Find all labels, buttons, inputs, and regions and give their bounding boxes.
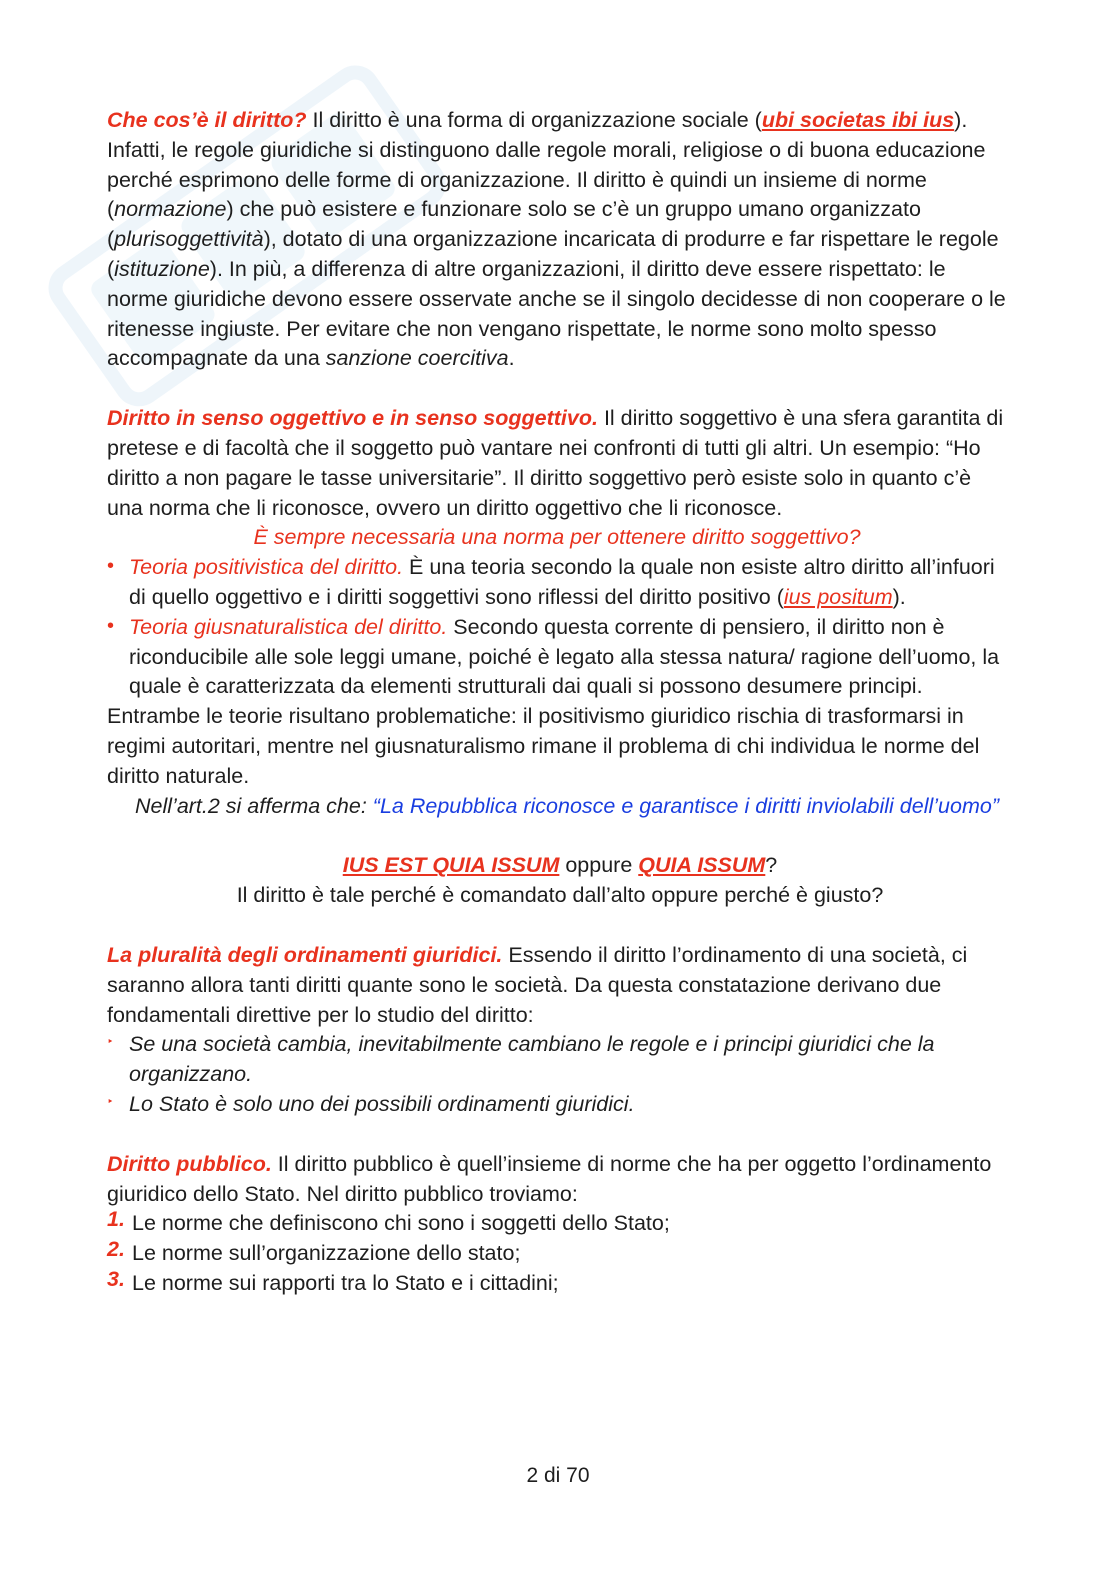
section-plurality: La pluralità degli ordinamenti giuridici. Essendo il diritto l’ordinamento di una società, ci saranno allora tanti diritti quante sono le società. Da questa constatazione derivano due fondamentali direttive per lo studio del diritto: [107,942,968,1027]
triangle-bullet-icon: ‣ [107,1095,114,1108]
term: sanzione coercitiva [325,346,509,371]
section-what-is-law: Che cos’è il diritto? Il diritto è una forma di organizzazione sociale (ubi societas ibi ius). Infatti, le regole giuridiche si distinguono dalle regole morali, religiose o di buona educazione perché esprimono delle forme di organizzazione. Il diritto è quindi un insieme di norme (normazione) che può esistere e funzionare solo se c’è un gruppo umano organizzato (plurisoggettività), dotato di una organizzazione incaricata di produrre e far rispettare le regole (istituzione). In più, a differenza di altre organizzazioni, il diritto deve essere rispettato: le norme giuridiche devono essere osservate anche se il singolo decidesse di non cooperare o le ritenesse ingiuste. Per evitare che non vengano rispettate, le norme sono molto spesso accompagnate da una sanzione coercitiva. [107,108,1006,371]
bullet-icon: • [107,614,115,637]
list-item: • Teoria giusnaturalistica del diritto. Secondo questa corrente di pensiero, il diritto non è riconducibile alle sole leggi umane, poiché è legato alla stessa natura/ ragione dell’uomo, la quale è caratterizzata da elementi strutturali dai quali si possono desumere principi. [107,614,1000,699]
section-heading: Che cos’è il diritto? [107,108,307,132]
bullet-icon: • [107,555,115,578]
section-heading: La pluralità degli ordinamenti giuridici. [107,942,503,967]
list-item: ‣ Lo Stato è solo uno dei possibili ordinamenti giuridici. [107,1090,1007,1120]
latin-question: IUS EST QUIA ISSUM oppure QUIA ISSUM? [342,853,778,878]
term: plurisoggettività [114,227,264,252]
latin-phrase: ubi societas ibi ius [761,108,955,132]
term: normazione [114,197,227,222]
section-objective-subjective: Diritto in senso oggettivo e in senso soggettivo. Il diritto soggettivo è una sfera garantita di pretese e di facoltà che il soggetto può vantare nei confronti di tutti gli altri. Un esempio: “Ho diritto a non pagare le tasse universitarie”. Il diritto soggettivo però esiste solo in quanto c’è una norma che li riconosce, ovvero un diritto oggettivo che li riconosce. [107,406,1004,520]
term: istituzione [114,256,210,281]
list-item: • Teoria positivistica del diritto. È una teoria secondo la quale non esiste altro diritto all’infuori di quello oggettivo e i diritti soggettivi sono riflessi del diritto positivo (ius positum). [107,555,995,609]
article-quote: Nell’art.2 si afferma che: “La Repubblica riconosce e garantisce i diritti inviolabili dell’uomo” [135,793,999,818]
list-item: 1. Le norme che definiscono chi sono i soggetti dello Stato; [107,1207,670,1236]
document-page [107,106,1007,1299]
page-number: 2 di 70 [526,1464,590,1487]
section-question: È sempre necessaria una norma per ottenere diritto soggettivo? [253,525,861,550]
paragraph: Il diritto è tale perché è comandato dall’alto oppure perché è giusto? [236,883,884,908]
paragraph: Entrambe le teorie risultano problematiche: il positivismo giuridico rischia di trasformarsi in regimi autoritari, mentre nel giusnaturalismo rimane il problema di chi individua le norme del diritto naturale. [107,704,980,788]
triangle-bullet-icon: ‣ [107,1036,114,1049]
list-number: 2. [107,1237,125,1262]
list-item: ‣ Se una società cambia, inevitabilmente cambiano le regole e i principi giuridici che la organizzano. [107,1030,1007,1090]
list-item: 2. Le norme sull’organizzazione dello stato; [107,1237,521,1266]
section-public-law: Diritto pubblico. Il diritto pubblico è quell’insieme di norme che ha per oggetto l’ordinamento giuridico dello Stato. Nel diritto pubblico troviamo: [107,1151,992,1206]
list-number: 1. [107,1207,125,1232]
list-number: 3. [107,1266,125,1291]
section-heading: Diritto pubblico. [107,1151,272,1176]
list-item: 3. Le norme sui rapporti tra lo Stato e i cittadini; [107,1266,559,1295]
latin-phrase: ius positum [783,584,893,609]
section-heading: Diritto in senso oggettivo e in senso soggettivo. [107,406,598,431]
